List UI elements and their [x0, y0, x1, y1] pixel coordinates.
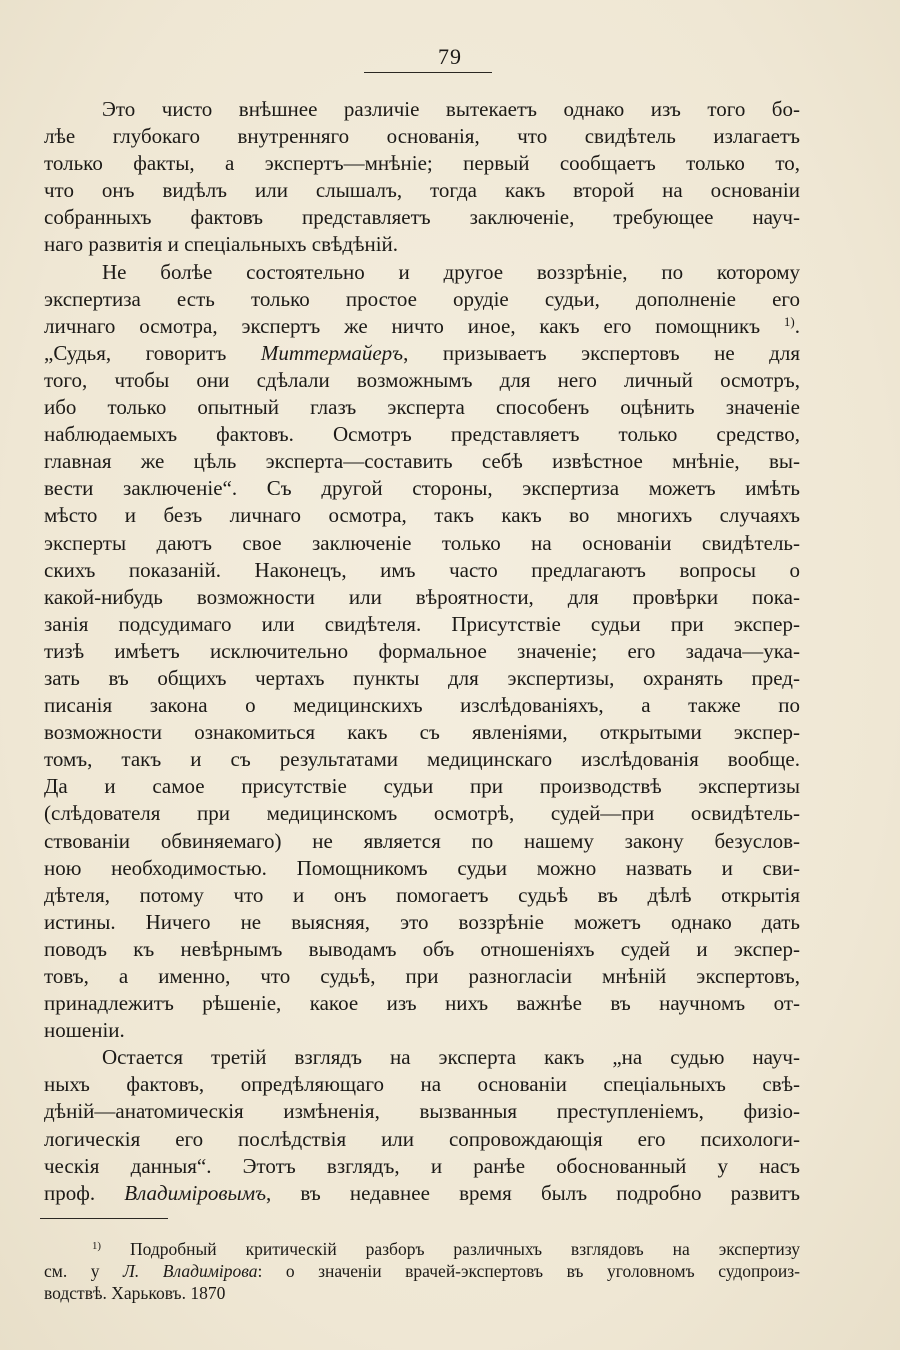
- text-line: [44, 204, 800, 231]
- text-segment: мѣсто и безъ личнаго осмотра, такъ какъ во многихъ случаяхъ: [44, 503, 800, 528]
- text-segment: , въ недавнее время былъ подробно развитъ: [266, 1180, 800, 1205]
- text-segment: проф.: [44, 1180, 125, 1205]
- text-segment: Остается третій взглядъ на эксперта какъ „на судью науч-: [102, 1045, 800, 1070]
- text-segment: ною необходимостью. Помощникомъ судьи можно назвать и сви-: [44, 855, 800, 880]
- text-segment: .: [794, 313, 800, 338]
- text-line: [44, 1071, 800, 1098]
- text-line: [44, 990, 800, 1017]
- text-line: [44, 123, 800, 150]
- text-segment: эксперты даютъ свое заключеніе только на основаніи свидѣтель-: [44, 530, 800, 555]
- text-line: [44, 448, 800, 475]
- text-line: [44, 584, 800, 611]
- text-line: [44, 936, 800, 963]
- text-line: [44, 313, 800, 340]
- text-line: [44, 340, 800, 367]
- text-segment: логическія его послѣдствія или сопровождающія его психологи-: [44, 1126, 800, 1151]
- text-segment: главная же цѣль эксперта—составить себѣ извѣстное мнѣніе, вы-: [44, 449, 800, 474]
- text-line: [44, 259, 800, 286]
- text-segment: истины. Ничего не выясняя, это воззрѣніе можетъ однако дать: [44, 909, 800, 934]
- text-line: [44, 475, 800, 502]
- text-line: [44, 882, 800, 909]
- text-segment: дѣтеля, потому что и онъ помогаетъ судьѣ въ дѣлѣ открытія: [44, 882, 800, 907]
- text-segment: см. у: [44, 1261, 124, 1281]
- text-line: [44, 530, 800, 557]
- text-segment: водствѣ. Харьковъ. 1870: [44, 1283, 226, 1303]
- text-line: [44, 692, 800, 719]
- text-segment: Не болѣе состоятельно и другое воззрѣніе, по которому: [102, 259, 800, 284]
- text-line: [44, 150, 800, 177]
- text-segment: ибо только опытный глазъ эксперта способенъ оцѣнить значеніе: [44, 395, 800, 420]
- text-segment: тизѣ имѣетъ исключительно формальное значеніе; его задача—ука-: [44, 638, 800, 663]
- text-line: [44, 665, 800, 692]
- text-segment: скихъ показаній. Наконецъ, имъ часто предлагаютъ вопросы о: [44, 557, 800, 582]
- text-line: [44, 502, 800, 529]
- text-segment: „Судья, говоритъ: [44, 340, 261, 365]
- text-line: [44, 746, 800, 773]
- text-segment: поводъ къ невѣрнымъ выводамъ объ отношеніяхъ судей и экспер-: [44, 936, 800, 961]
- text-segment: товъ, а именно, что судьѣ, при разногласіи мнѣній экспертовъ,: [44, 964, 800, 988]
- text-segment: ческія данныя“. Этотъ взглядъ, и ранѣе обоснованный у насъ: [44, 1153, 800, 1178]
- footnote-rule: [40, 1218, 168, 1219]
- text-segment: томъ, такъ и съ результатами медицинскаго изслѣдованія вообще.: [44, 747, 800, 772]
- text-segment: ныхъ фактовъ, опредѣляющаго на основаніи спеціальныхъ свѣ-: [44, 1072, 800, 1097]
- text-line: [44, 96, 800, 123]
- text-line: [44, 1044, 800, 1071]
- text-line: [44, 855, 800, 882]
- italic-name: Владиміровымъ: [124, 1180, 267, 1205]
- text-segment: Это чисто внѣшнее различіе вытекаетъ однако изъ того бо-: [102, 97, 800, 121]
- footnotes: [44, 1238, 800, 1304]
- text-line: [44, 719, 800, 746]
- footnote-marker: 1): [92, 1240, 102, 1253]
- text-line: [44, 1153, 800, 1180]
- text-line: [44, 963, 800, 990]
- text-line: [44, 800, 800, 827]
- header-rule: [364, 72, 492, 73]
- text-segment: писанія закона о медицинскихъ изслѣдованіяхъ, а также по: [44, 693, 800, 718]
- text-line: [44, 1126, 800, 1153]
- text-segment: что онъ видѣлъ или слышалъ, тогда какъ второй на основаніи: [44, 178, 800, 203]
- text-segment: только факты, а экспертъ—мнѣніе; первый сообщаетъ только то,: [44, 151, 800, 176]
- text-segment: вести заключеніе“. Съ другой стороны, экспертиза можетъ имѣть: [44, 476, 800, 501]
- text-segment: зать въ общихъ чертахъ пункты для экспертизы, охранять пред-: [44, 665, 800, 690]
- text-line: [44, 638, 800, 665]
- text-segment: занія подсудимаго или свидѣтеля. Присутствіе судьи при экспер-: [44, 611, 800, 636]
- text-segment: того, чтобы они сдѣлали возможнымъ для него личный осмотръ,: [44, 367, 800, 392]
- text-segment: собранныхъ фактовъ представляетъ заключеніе, требующее науч-: [44, 205, 800, 230]
- footnote-reference: 1): [783, 313, 795, 329]
- italic-name: Л. Владимірова: [123, 1261, 258, 1281]
- text-segment: экспертиза есть только простое орудіе судьи, дополненіе его: [44, 286, 800, 311]
- page-number: 79: [438, 44, 462, 69]
- text-line: [44, 177, 800, 204]
- text-line: [44, 1098, 800, 1125]
- text-segment: ствованіи обвиняемаго) не является по нашему закону безуслов-: [44, 828, 800, 853]
- text-line: [44, 367, 800, 394]
- footnote-line: [44, 1260, 800, 1282]
- text-segment: дѣній—анатомическія измѣненія, вызванныя преступленіемъ, физіо-: [44, 1099, 800, 1124]
- text-line: [44, 286, 800, 313]
- text-line: [44, 773, 800, 800]
- text-segment: наблюдаемыхъ фактовъ. Осмотръ представляетъ только средство,: [44, 422, 800, 447]
- text-segment: : о значеніи врачей-экспертовъ въ уголовномъ судопроиз-: [257, 1261, 800, 1281]
- text-line: [44, 421, 800, 448]
- italic-name: Миттермайеръ: [260, 340, 404, 365]
- text-segment: наго развитія и спеціальныхъ свѣдѣній.: [44, 232, 399, 257]
- text-segment: , призываетъ экспертовъ не для: [403, 340, 800, 365]
- text-segment: личнаго осмотра, экспертъ же ничто иное, какъ его помощникъ: [44, 313, 784, 338]
- text-segment: возможности ознакомиться какъ съ явленіями, открытыми экспер-: [44, 720, 800, 745]
- text-line: [44, 611, 800, 638]
- text-segment: принадлежитъ рѣшеніе, какое изъ нихъ важнѣе въ научномъ от-: [44, 991, 800, 1016]
- text-segment: лѣе глубокаго внутренняго основанія, что свидѣтель излагаетъ: [44, 124, 800, 149]
- text-line: [44, 557, 800, 584]
- text-line: [44, 231, 800, 258]
- text-line: [44, 1017, 800, 1044]
- main-text: [44, 96, 800, 1207]
- text-segment: ношеніи.: [44, 1018, 125, 1043]
- text-line: [44, 909, 800, 936]
- text-segment: Подробный критическій разборъ различныхъ взглядовъ на экспертизу: [101, 1239, 800, 1259]
- text-line: [44, 828, 800, 855]
- footnote-line: [44, 1282, 800, 1304]
- text-line: [44, 394, 800, 421]
- text-segment: Да и самое присутствіе судьи при производствѣ экспертизы: [44, 774, 800, 799]
- footnote-line: [44, 1238, 800, 1260]
- text-segment: (слѣдователя при медицинскомъ осмотрѣ, судей—при освидѣтель-: [44, 801, 800, 826]
- text-segment: какой-нибудь возможности или вѣроятности, для провѣрки пока-: [44, 584, 800, 609]
- text-line: [44, 1180, 800, 1207]
